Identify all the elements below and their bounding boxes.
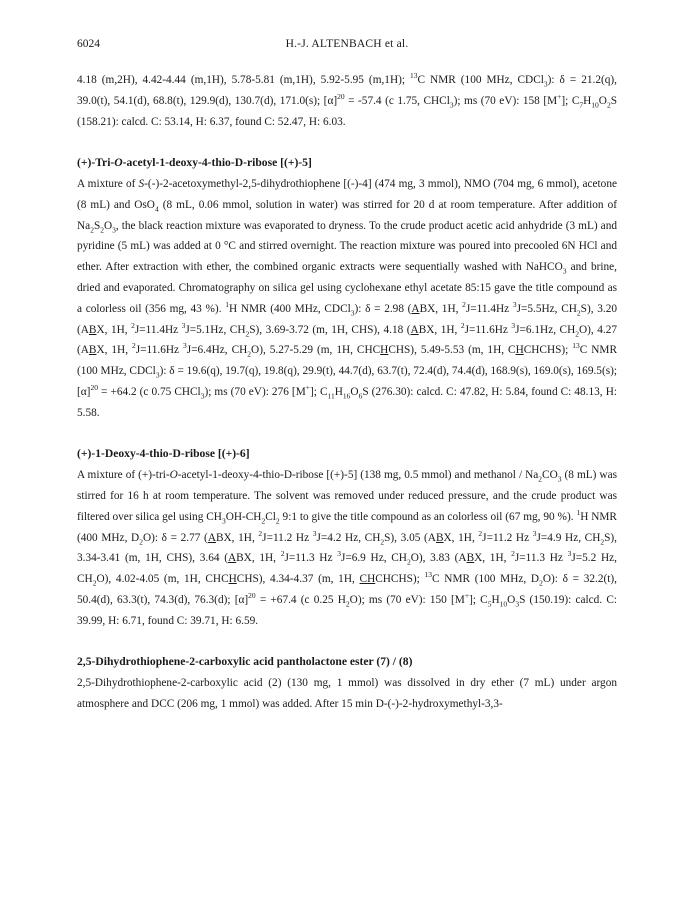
running-head-authors: H.-J. ALTENBACH et al. (285, 38, 409, 50)
continued-paragraph: 4.18 (m,2H), 4.42-4.44 (m,1H), 5.78-5.81 (m,1H), 5.92-5.95 (m,1H); $^{13}$C NMR (100 MHz, CDCl$_3$): δ = 21.2(q), 39.0(t), 54.1(d), 68.8(t), 129.9(d), 130.7(d), 171.0(s); $[\alpha]^{20} = -57.4$ (c 1.75, CHCl$_3$); ms (70 eV): 158 [M+]; $C_7H_{10}O_2S$ (158.21): calcd. C: 53.14, H: 6.37, found C: 52.47, H: 6.03. (77, 71, 617, 128)
procedure-paragraph-deoxy-thio-ribose: A mixture of (+)-tri-O-acetyl-1-deoxy-4-thio-D-ribose [(+)-5] (138 mg, 0.5 mmol) and methanol / $Na_2CO_3$ (8 mL) was stirred for 16 h at room temperature. The solvent was removed under reduced pressure, and the crude product was filtered over silica gel using $CH_3OH-CH_2Cl_2$ 9:1 to give the title compound as an colorless oil (67 mg, 90 %). $^1$H NMR (400 MHz, $D_2O$): δ = 2.77 (ABX, 1H, $^2$J=11.2 Hz $^3$J=4.2 Hz, $CH_2S$), 3.05 (ABX, 1H, $^2$J=11.2 Hz $^3$J=4.9 Hz, $CH_2S$), 3.34-3.41 (m, 1H, CHS), 3.64 (ABX, 1H, $^2$J=11.3 Hz $^3$J=6.9 Hz, $CH_2O$), 3.83 (ABX, 1H, $^2$J=11.3 Hz $^3$J=5.2 Hz, $CH_2O$), 4.02-4.05 (m, 1H, CHCHCHS), 4.34-4.37 (m, 1H, CHCHCHS); $^{13}$C NMR (100 MHz, $D_2O$): δ = 32.2(t), 50.4(d), 63.3(t), 74.3(d), 76.3(d); $[\alpha]^{20} = +67.4$ (c 0.25 $H_2O$); ms (70 eV): 150 [M+]; $C_5H_{10}O_3S$ (150.19): calcd. C: 39.99, H: 6.71, found C: 39.71, H: 6.59. (77, 469, 618, 627)
running-header (77, 38, 617, 54)
section-heading-triacetyl: (+)-Tri-O-acetyl-1-deoxy-4-thio-D-ribose [(+)-5] (77, 156, 312, 170)
article-body (77, 70, 617, 715)
procedure-paragraph-pantholactone-ester: 2,5-Dihydrothiophene-2-carboxylic acid (2) (130 mg, 1 mmol) was dissolved in dry ether (7 mL) under argon atmosphere and DCC (206 mg, 1 mmol) was added. After 15 min D-(-)-2-hydroxymethyl-3,3- (77, 677, 617, 710)
section-heading-pantholactone-ester: 2,5-Dihydrothiophene-2-carboxylic acid pantholactone ester (7) / (8) (77, 655, 413, 669)
section-heading-deoxy-thio-ribose: (+)-1-Deoxy-4-thio-D-ribose [(+)-6] (77, 447, 250, 461)
page-number: 6024 (77, 38, 100, 50)
procedure-paragraph-triacetyl: A mixture of S-(-)-2-acetoxymethyl-2,5-dihydrothiophene [(-)-4] (474 mg, 3 mmol), NMO (704 mg, 6 mmol), acetone (8 mL) and OsO$_4$ (8 mL, 0.06 mmol, solution in water) was stirred for 20 d at room temperature. After addition of $Na_2S_2O_3$, the black reaction mixture was evaporated to dryness. To the crude product acetic acid anhydride (3 mL) and pyridine (5 mL) was added at 0 °C and stirred overnight. The reaction mixture was poured into precooled 6N HCl and ether. After extraction with ether, the combined organic extracts were sequentially washed with NaHCO$_3$ and brine, dried and evaporated. Chromatography on silica gel using cyclohexane ethyl acetate 85:15 gave the title compound as a colorless oil (356 mg, 43 %). $^1$H NMR (400 MHz, CDCl$_3$): δ = 2.98 (ABX, 1H, $^2$J=11.4Hz $^3$J=5.5Hz, $CH_2S$), 3.20 (ABX, 1H, $^2$J=11.4Hz $^3$J=5.1Hz, $CH_2S$), 3.69-3.72 (m, 1H, CHS), 4.18 (ABX, 1H, $^2$J=11.6Hz $^3$J=6.1Hz, $CH_2O$), 4.27 (ABX, 1H, $^2$J=11.6Hz $^3$J=6.4Hz, $CH_2O$), 5.27-5.29 (m, 1H, CHCHCHS), 5.49-5.53 (m, 1H, CHCHCHS); $^{13}$C NMR (100 MHz, CDCl$_3$): δ = 19.6(q), 19.7(q), 19.8(q), 29.9(t), 44.7(d), 63.7(t), 72.4(d), 74.4(d), 168.9(s), 169.0(s), 169.5(s); $[\alpha]^{20} = +64.2$ (c 0.75 CHCl$_3$); ms (70 eV): 276 [M+]; $C_{11}H_{16}O_6S$ (276.30): calcd. C: 47.82, H: 5.84, found C: 48.13, H: 5.58. (77, 177, 618, 419)
